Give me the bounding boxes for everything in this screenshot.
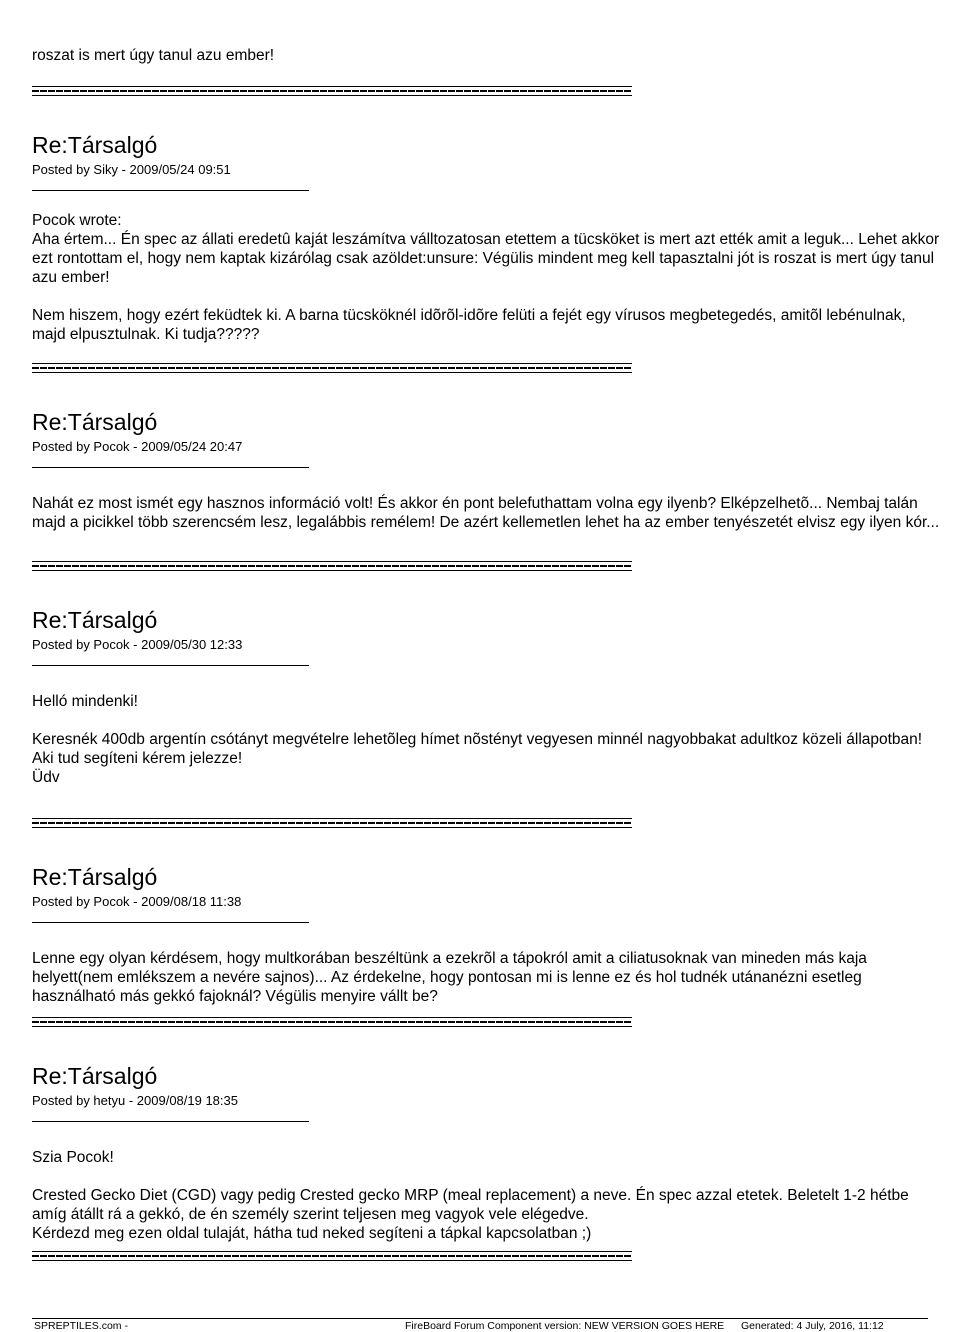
post-body [32,494,942,532]
post-meta: Posted by Pocok - 2009/05/24 20:47 [32,439,243,454]
post-paragraph: Keresnék 400db argentín csótányt megvételre lehetõleg hímet nõstényt vegyesen minnél nagyobbakat adultkoz közeli állapotban! Aki tud segíteni kérem jelezze! Üdv [32,731,923,786]
forum-post [32,1062,942,1243]
post-paragraph: Nahát ez most ismét egy hasznos információ volt! És akkor én pont belefuthattam volna egy ilyenb? Elképzelhetõ... Nembaj talán majd a picikkel több szerencsém lesz, legalábbis remélem! De azért kellemetlen lehet ha az ember tenyészetét elvisz egy ilyen kór... [32,495,940,531]
meta-divider [32,665,309,666]
forum-post [32,131,942,344]
post-body [32,1148,942,1243]
post-body [32,692,942,787]
footer-site: SPREPTILES.com - [34,1320,128,1332]
footer-generated: Generated: 4 July, 2016, 11:12 [741,1320,884,1332]
post-body [32,211,942,344]
post-meta: Posted by hetyu - 2009/08/19 18:35 [32,1093,238,1108]
meta-divider [32,1121,309,1122]
post-meta: Posted by Pocok - 2009/05/30 12:33 [32,637,243,652]
post-meta: Posted by Pocok - 2009/08/18 11:38 [32,894,242,909]
post-separator [32,363,632,373]
post-title: Re:Társalgó [32,1063,158,1089]
footer-component: FireBoard Forum Component version: NEW VERSION GOES HERE [405,1320,725,1332]
post-paragraph: Crested Gecko Diet (CGD) vagy pedig Crested gecko MRP (meal replacement) a neve. Én spec azzal etetek. Beletelt 1-2 hétbe amíg átállt rá a gekkó, de én személy szerint teljesen meg vagyok vele elégedve. Kérdezd meg ezen oldal tulaját, hátha tud neked segíteni a tápkal kapcsolatban ;) [32,1187,909,1242]
forum-post [32,408,942,532]
intro-text: roszat is mert úgy tanul azu ember! [32,47,275,64]
post-separator [32,1251,632,1261]
post-paragraph: Helló mindenki! [32,693,138,710]
post-title: Re:Társalgó [32,864,158,890]
post-paragraph: Nem hiszem, hogy ezért feküdtek ki. A barna tücsköknél idõrõl-idõre felüti a fejét egy vírusos megbetegedés, amitõl lebénulnak, majd elpusztulnak. Ki tudja????? [32,307,906,343]
forum-post [32,863,942,1006]
post-title: Re:Társalgó [32,132,158,158]
page-footer [32,1318,928,1331]
post-title: Re:Társalgó [32,607,158,633]
meta-divider [32,922,309,923]
post-separator [32,561,632,571]
post-paragraph: Szia Pocok! [32,1149,114,1166]
post-separator [32,818,632,828]
post-meta: Posted by Siky - 2009/05/24 09:51 [32,162,231,177]
post-separator [32,1017,632,1027]
meta-divider [32,190,309,191]
post-title: Re:Társalgó [32,409,158,435]
post-paragraph: Lenne egy olyan kérdésem, hogy multkorában beszéltünk a ezekrõl a tápokról amit a ciliatusoknak van mineden más kaja helyett(nem emlékszem a nevére sajnos)... Az érdekelne, hogy pontosan mi is lenne ez és hol tudnék utánanézni esetleg használható más gekkó fajoknál? Végülis menyire vállt be? [32,950,867,1005]
post-body [32,949,942,1006]
post-separator [32,86,632,96]
post-paragraph: Pocok wrote: Aha értem... Én spec az állati eredetû kaját leszámítva válltozatosan etettem a tücsköket is mert azt ették amit a leguk... Lehet akkor ezt rontottam el, hogy nem kaptak kizárólag csak azöldet:unsure: Végülis mindent meg kell tapasztalni jót is roszat is mert úgy tanul azu ember! [32,212,940,286]
meta-divider [32,467,309,468]
forum-post [32,606,942,787]
